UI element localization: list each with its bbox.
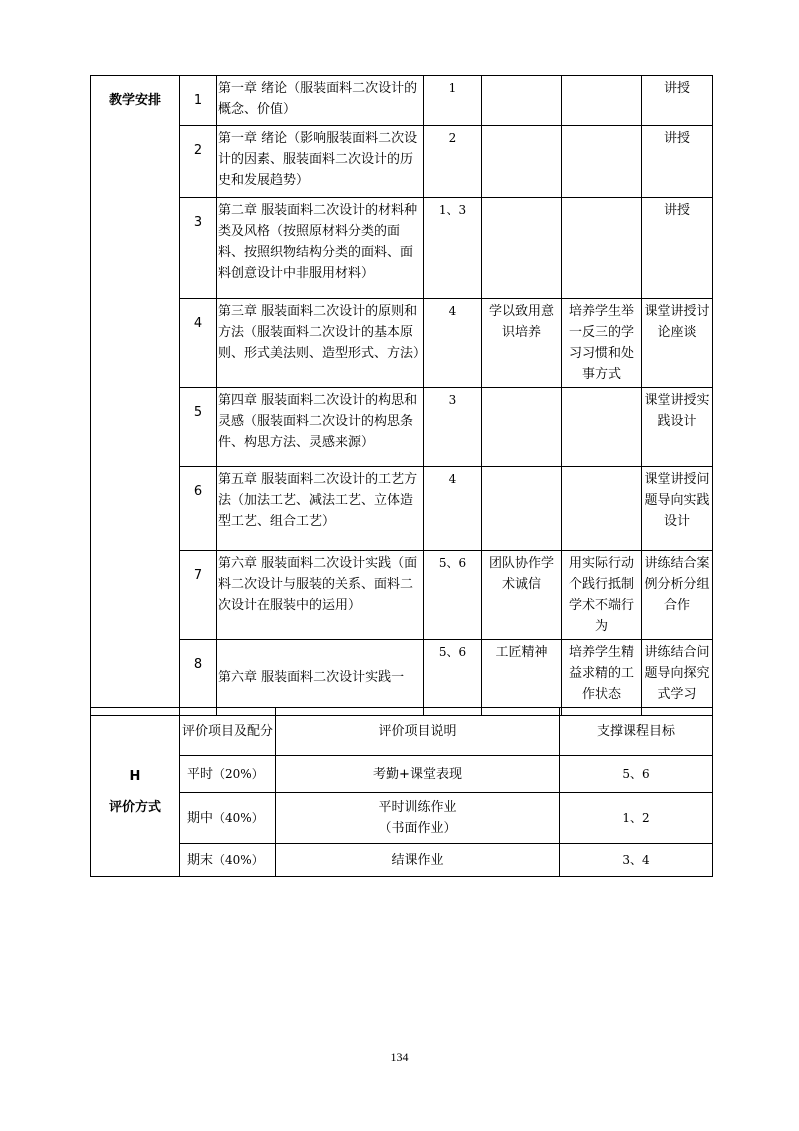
teaching-method: 课堂讲授讨论座谈: [642, 299, 713, 388]
hours: 1、3: [424, 198, 482, 299]
row-number: 5: [180, 388, 217, 467]
teaching-method: 课堂讲授问题导向实践设计: [642, 467, 713, 551]
chapter-content: 第一章 绪论（影响服装面料二次设计的因素、服装面料二次设计的历史和发展趋势）: [217, 126, 424, 198]
row-number: 2: [180, 126, 217, 198]
teaching-method: 讲授: [642, 126, 713, 198]
schedule-label: 教学安排: [91, 76, 180, 716]
teaching-goal: 用实际行动个践行抵制学术不端行为: [562, 551, 642, 640]
item-percent: （20%）: [213, 766, 264, 781]
evaluation-desc: 考勤+课堂表现: [276, 756, 560, 793]
schedule-row: [91, 467, 713, 551]
evaluation-target: 3、4: [560, 844, 713, 877]
chapter-content: 第五章 服装面料二次设计的工艺方法（加法工艺、减法工艺、立体造型工艺、组合工艺）: [217, 467, 424, 551]
row-number: 6: [180, 467, 217, 551]
row-number: 4: [180, 299, 217, 388]
row-number: 8: [180, 640, 217, 716]
evaluation-row: [91, 844, 713, 877]
chapter-content: 第四章 服装面料二次设计的构思和灵感（服装面料二次设计的构思条件、构思方法、灵感来源）: [217, 388, 424, 467]
teaching-method: 课堂讲授实践设计: [642, 388, 713, 467]
teaching-goal: [562, 388, 642, 467]
ideological-element: [482, 388, 562, 467]
hours: 5、6: [424, 640, 482, 716]
evaluation-title: 评价方式: [108, 800, 161, 815]
teaching-method: 讲练结合案例分析分组合作: [642, 551, 713, 640]
teaching-goal: 培养学生举一反三的学习习惯和处事方式: [562, 299, 642, 388]
evaluation-header-row: [91, 708, 713, 756]
evaluation-desc: 结课作业: [276, 844, 560, 877]
evaluation-desc: 平时训练作业（书面作业）: [276, 793, 560, 844]
row-number: 7: [180, 551, 217, 640]
ideological-element: 团队协作学术诚信: [482, 551, 562, 640]
schedule-row: [91, 551, 713, 640]
header-desc: 评价项目说明: [276, 708, 560, 756]
teaching-method: 讲授: [642, 198, 713, 299]
ideological-element: 学以致用意识培养: [482, 299, 562, 388]
ideological-element: [482, 126, 562, 198]
chapter-content: 第六章 服装面料二次设计实践（面料二次设计与服装的关系、面料二次设计在服装中的运用）: [217, 551, 424, 640]
chapter-content: 第二章 服装面料二次设计的材料种类及风格（按照原材料分类的面料、按照织物结构分类的面料、面料创意设计中非服用材料）: [217, 198, 424, 299]
ideological-element: [482, 76, 562, 126]
ideological-element: [482, 198, 562, 299]
evaluation-row: [91, 756, 713, 793]
row-number: 3: [180, 198, 217, 299]
ideological-element: [482, 467, 562, 551]
page-number: 134: [390, 1050, 409, 1064]
teaching-goal: [562, 467, 642, 551]
schedule-row: [91, 388, 713, 467]
evaluation-table: [90, 707, 713, 877]
section-letter: H: [129, 769, 141, 784]
schedule-row: [91, 76, 713, 126]
item-percent: （40%）: [213, 852, 264, 867]
evaluation-target: 5、6: [560, 756, 713, 793]
teaching-method: 讲授: [642, 76, 713, 126]
teaching-goal: 培养学生精益求精的工作状态: [562, 640, 642, 716]
chapter-content: 第六章 服装面料二次设计实践一: [217, 640, 424, 716]
hours: 3: [424, 388, 482, 467]
header-item: 评价项目及配分: [180, 708, 276, 756]
item-name: 期中: [187, 810, 214, 826]
evaluation-item: [180, 756, 276, 793]
item-percent: （40%）: [213, 810, 264, 825]
header-target: 支撑课程目标: [560, 708, 713, 756]
teaching-method: 讲练结合问题导向探究式学习: [642, 640, 713, 716]
teaching-schedule-table: [90, 75, 713, 716]
hours: 2: [424, 126, 482, 198]
chapter-content: 第三章 服装面料二次设计的原则和方法（服装面料二次设计的基本原则、形式美法则、造型形式、方法）: [217, 299, 424, 388]
item-name: 期末: [187, 852, 214, 868]
schedule-row: [91, 126, 713, 198]
evaluation-label: [91, 708, 180, 877]
teaching-goal: [562, 76, 642, 126]
hours: 4: [424, 299, 482, 388]
row-number: 1: [180, 76, 217, 126]
hours: 4: [424, 467, 482, 551]
schedule-row: [91, 640, 713, 716]
teaching-goal: [562, 126, 642, 198]
item-name: 平时: [187, 766, 214, 782]
ideological-element: 工匠精神: [482, 640, 562, 716]
evaluation-item: [180, 844, 276, 877]
hours: 5、6: [424, 551, 482, 640]
evaluation-item: [180, 793, 276, 844]
evaluation-row: [91, 793, 713, 844]
evaluation-target: 1、2: [560, 793, 713, 844]
teaching-goal: [562, 198, 642, 299]
schedule-row: [91, 198, 713, 299]
schedule-row: [91, 299, 713, 388]
chapter-content: 第一章 绪论（服装面料二次设计的概念、价值）: [217, 76, 424, 126]
hours: 1: [424, 76, 482, 126]
